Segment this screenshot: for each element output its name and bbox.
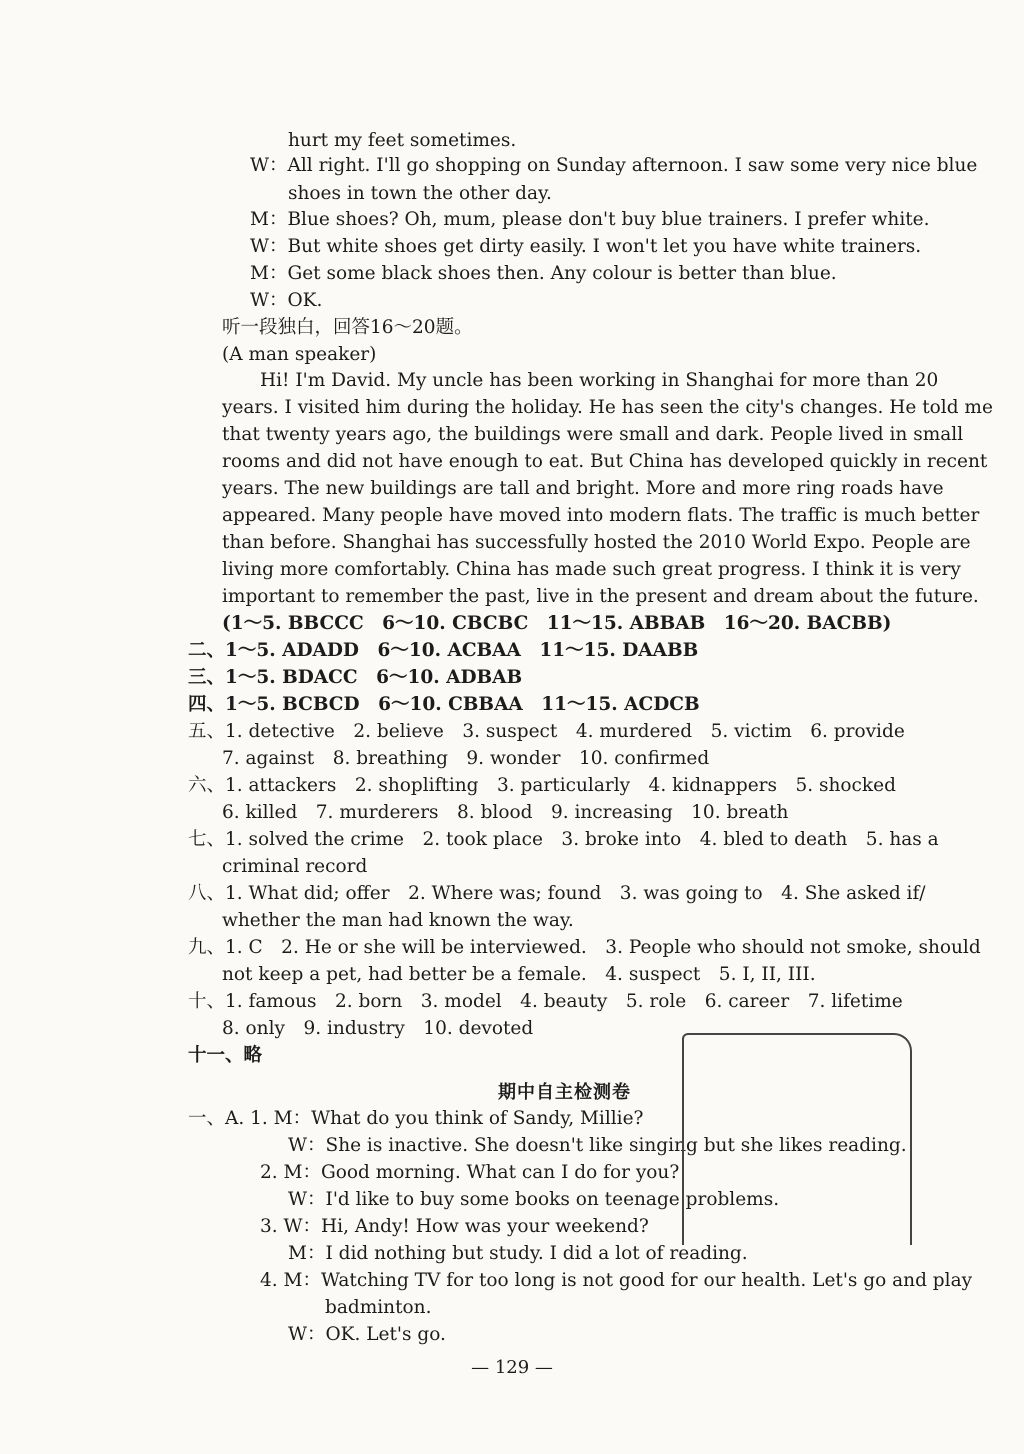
answer-line: 十一、略 — [188, 1045, 263, 1066]
answer-line: 六、1. attackers 2. shoplifting 3. particularly 4. kidnappers 5. shocked — [188, 775, 896, 796]
answer-line: criminal record — [222, 856, 368, 877]
stamp-frame — [682, 1033, 912, 1245]
test-line: W：She is inactive. She doesn't like singing but she likes reading. — [288, 1135, 907, 1156]
answer-line: 三、1～5. BDACC 6～10. ADBAB — [188, 667, 523, 688]
dialogue-line: M：Get some black shoes then. Any colour is better than blue. — [250, 263, 837, 284]
answer-line: not keep a pet, had better be a female. 4. suspect 5. I, II, III. — [222, 964, 816, 985]
answer-line: 6. killed 7. murderers 8. blood 9. increasing 10. breath — [222, 802, 789, 823]
test-line: 2. M：Good morning. What can I do for you? — [260, 1162, 680, 1183]
passage-line: appeared. Many people have moved into modern flats. The traffic is much better — [222, 505, 980, 526]
passage-line: important to remember the past, live in the present and dream about the future. — [222, 586, 979, 607]
test-line: 4. M：Watching TV for too long is not good for our health. Let's go and play — [260, 1270, 973, 1291]
test-line: 一、A. 1. M：What do you think of Sandy, Millie? — [188, 1108, 644, 1129]
dialogue-line: hurt my feet sometimes. — [288, 130, 517, 151]
passage-line: that twenty years ago, the buildings were small and dark. People lived in small — [222, 424, 964, 445]
passage-line: living more comfortably. China has made such great progress. I think it is very — [222, 559, 961, 580]
page-number: — 129 — — [471, 1357, 553, 1378]
dialogue-line: shoes in town the other day. — [288, 183, 552, 204]
answer-line: 八、1. What did; offer 2. Where was; found 3. was going to 4. She asked if/ — [188, 883, 926, 904]
test-line: W：I'd like to buy some books on teenage problems. — [288, 1189, 780, 1210]
dialogue-line: M：Blue shoes? Oh, mum, please don't buy blue trainers. I prefer white. — [250, 209, 930, 230]
passage-line: Hi! I'm David. My uncle has been working in Shanghai for more than 20 — [260, 370, 939, 391]
passage-line: years. The new buildings are tall and bright. More and more ring roads have — [222, 478, 944, 499]
answer-line: 四、1～5. BCBCD 6～10. CBBAA 11～15. ACDCB — [188, 694, 700, 715]
answer-line: 九、1. C 2. He or she will be interviewed. 3. People who should not smoke, should — [188, 937, 981, 958]
passage-line: years. I visited him during the holiday. He has seen the city's changes. He told me — [222, 397, 993, 418]
dialogue-line: W：OK. — [250, 290, 323, 311]
test-line: 3. W：Hi, Andy! How was your weekend? — [260, 1216, 649, 1237]
dialogue-line: W：But white shoes get dirty easily. I won't let you have white trainers. — [250, 236, 922, 257]
monologue-heading: 听一段独白，回答16～20题。 — [222, 317, 473, 338]
speaker-note: (A man speaker) — [222, 344, 377, 365]
answer-line: 二、1～5. ADADD 6～10. ACBAA 11～15. DAABB — [188, 640, 699, 661]
dialogue-line: W：All right. I'll go shopping on Sunday afternoon. I saw some very nice blue — [250, 155, 978, 176]
test-line: badminton. — [325, 1297, 432, 1318]
test-line: W：OK. Let's go. — [288, 1324, 446, 1345]
answer-line: 七、1. solved the crime 2. took place 3. broke into 4. bled to death 5. has a — [188, 829, 939, 850]
answer-line: 8. only 9. industry 10. devoted — [222, 1018, 534, 1039]
answer-line: 7. against 8. breathing 9. wonder 10. confirmed — [222, 748, 710, 769]
answer-line: whether the man had known the way. — [222, 910, 574, 931]
passage-line: rooms and did not have enough to eat. But China has developed quickly in recent — [222, 451, 988, 472]
answer-line: (1～5. BBCCC 6～10. CBCBC 11～15. ABBAB 16～20. BACBB) — [222, 613, 892, 634]
test-line: M：I did nothing but study. I did a lot of reading. — [288, 1243, 748, 1264]
section-title: 期中自主检测卷 — [498, 1082, 631, 1103]
answer-line: 十、1. famous 2. born 3. model 4. beauty 5. role 6. career 7. lifetime — [188, 991, 903, 1012]
answer-line: 五、1. detective 2. believe 3. suspect 4. murdered 5. victim 6. provide — [188, 721, 905, 742]
passage-line: than before. Shanghai has successfully hosted the 2010 World Expo. People are — [222, 532, 971, 553]
